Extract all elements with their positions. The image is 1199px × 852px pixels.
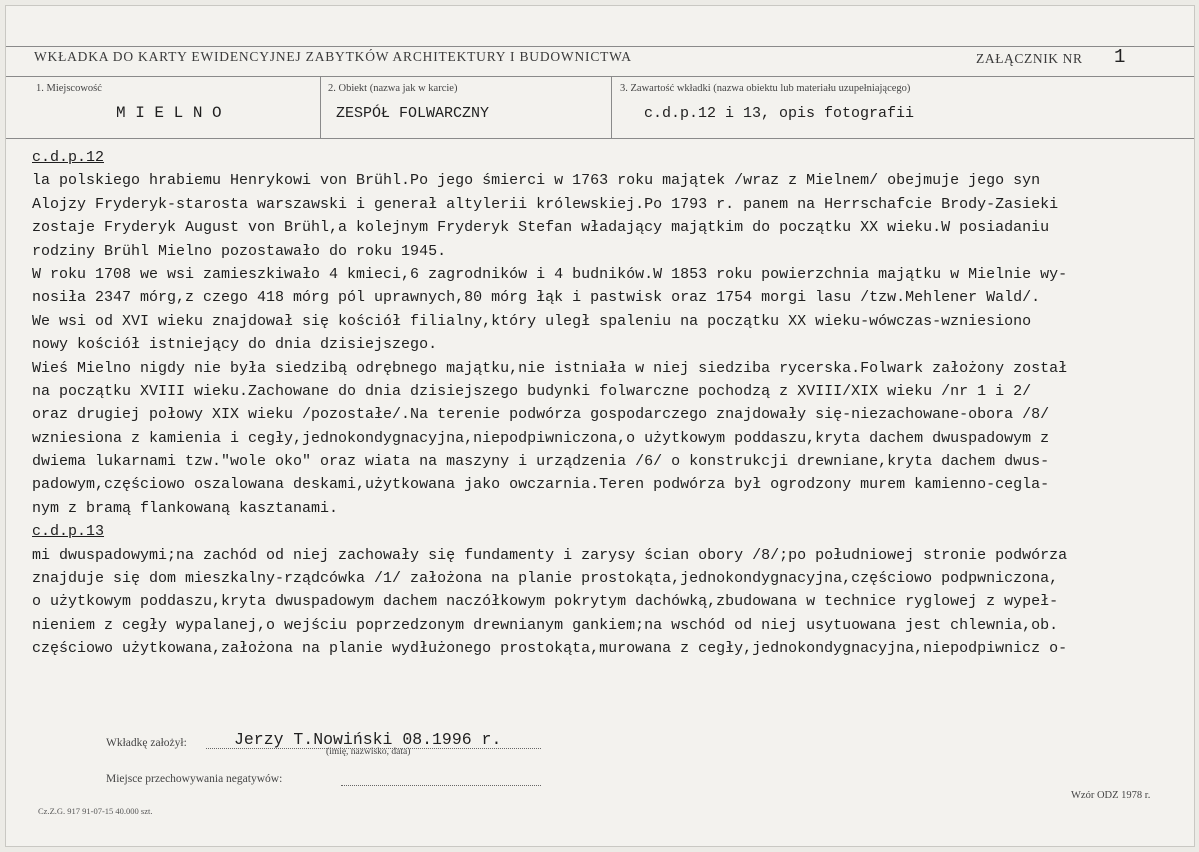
text-line: zostaje Fryderyk August von Brühl,a kolejnym Fryderyk Stefan władający majątkim do początku XX wieku.W posiadaniu xyxy=(32,219,1050,237)
annex-label: ZAŁĄCZNIK NR xyxy=(976,51,1083,66)
text-line: nym z bramą flankowaną kasztanami. xyxy=(32,499,339,517)
place-value: M I E L N O xyxy=(116,104,222,122)
text-line: nieniem z cegły wypalanej,o wejściu poprzedzonym drewnianym gankiem;na wschód od niej usytuowana jest chlewnia,ob. xyxy=(32,616,1059,634)
field-divider-2 xyxy=(611,76,612,138)
created-by-value: Jerzy T.Nowiński 08.1996 r. xyxy=(234,730,502,749)
text-line: mi dwuspadowymi;na zachód od niej zachowały się fundamenty i zarysy ścian obory /8/;po południowej stronie podwórza xyxy=(32,546,1068,564)
fields-top-rule xyxy=(6,76,1194,77)
text-line: Alojzy Fryderyk-starosta warszawski i generał altylerii królewskiej.Po 1793 r. panem na Herrschafcie Brody-Zasieki xyxy=(32,195,1059,213)
contents-value: c.d.p.12 i 13, opis fotografii xyxy=(644,105,915,122)
inventory-insert-card xyxy=(5,5,1195,847)
text-line: na początku XVIII wieku.Zachowane do dnia dzisiejszego budynki folwarczne pochodzą z XVIII/XIX wieku /nr 1 i 2/ xyxy=(32,382,1032,400)
text-line: nosiła 2347 mórg,z czego 418 mórg pól uprawnych,80 mórg łąk i pastwisk oraz 1754 morgi lasu /tzw.Mehlener Wald/. xyxy=(32,289,1041,307)
object-label: 2. Obiekt (nazwa jak w karcie) xyxy=(328,83,458,94)
text-line: Wieś Mielno nigdy nie była siedzibą odrębnego majątku,nie istniała w niej siedziba rycerska.Folwark założony został xyxy=(32,359,1068,377)
contents-label: 3. Zawartość wkładki (nazwa obiektu lub materiału uzupełniającego) xyxy=(620,83,911,94)
section-heading: c.d.p.12 xyxy=(32,149,105,166)
text-line: znajduje się dom mieszkalny-rządcówka /1/ założona na planie prostokąta,jednokondygnacyjna,częściowo podpwniczona, xyxy=(32,570,1059,588)
print-code: Cz.Z.G. 917 91-07-15 40.000 szt. xyxy=(38,806,153,816)
annex-number: 1 xyxy=(1114,46,1126,68)
object-value: ZESPÓŁ FOLWARCZNY xyxy=(336,105,490,122)
place-label: 1. Miejscowość xyxy=(36,83,102,94)
text-line: wzniesiona z kamienia i cegły,jednokondygnacyjna,niepodpiwniczona,o użytkowym poddaszu,kryta dachem dwuspadowym z xyxy=(32,429,1050,447)
text-line: o użytkowym poddaszu,kryta dwuspadowym dachem naczółkowym pokrytym dachówką,zbudowana w technice ryglowej z wypeł- xyxy=(32,593,1059,611)
negatives-label: Miejsce przechowywania negatywów: xyxy=(106,773,283,785)
created-by-caption: (imię, nazwisko, data) xyxy=(326,747,411,757)
text-line: rodziny Brühl Mielno pozostawało do roku 1945. xyxy=(32,242,447,260)
created-by-label: Wkładkę założył: xyxy=(106,737,187,749)
top-rule xyxy=(6,46,1194,47)
text-line: oraz drugiej połowy XIX wieku /pozostałe/.Na terenie podwórza gospodarczego znajdowały się-niezachowane-obora /8/ xyxy=(32,406,1050,424)
text-line: la polskiego hrabiemu Henrykowi von Brühl.Po jego śmierci w 1763 roku majątek /wraz z Mielnem/ obejmuje jego syn xyxy=(32,172,1041,190)
typed-description xyxy=(32,146,1192,661)
form-title: WKŁADKA DO KARTY EWIDENCYJNEJ ZABYTKÓW ARCHITEKTURY I BUDOWNICTWA xyxy=(34,49,632,64)
text-line: dwiema lukarnami tzw."wole oko" oraz wiata na maszyny i urządzenia /6/ o konstrukcji drewniane,kryta dachem dwus- xyxy=(32,453,1050,471)
form-pattern: Wzór ODZ 1978 r. xyxy=(1071,790,1151,801)
section-heading: c.d.p.13 xyxy=(32,523,105,541)
field-divider-1 xyxy=(320,76,321,138)
text-line: W roku 1708 we wsi zamieszkiwało 4 kmieci,6 zagrodników i 4 budników.W 1853 roku powierzchnia majątku w Mielnie wy- xyxy=(32,265,1068,283)
text-line: We wsi od XVI wieku znajdował się kościół filialny,który uległ spaleniu na początku XX wieku-wówczas-wzniesiono xyxy=(32,312,1032,330)
negatives-line xyxy=(341,785,541,786)
text-line: nowy kościół istniejący do dnia dzisiejszego. xyxy=(32,336,438,354)
text-line: padowym,częściowo oszalowana deskami,użytkowana jako owczarnia.Teren podwórza był ogrodzony murem kamienno-cegla- xyxy=(32,476,1050,494)
fields-bottom-rule xyxy=(6,138,1194,139)
text-line: częściowo użytkowana,założona na planie wydłużonego prostokąta,murowana z cegły,jednokondygnacyjna,niepodpiwnicz o- xyxy=(32,640,1068,658)
